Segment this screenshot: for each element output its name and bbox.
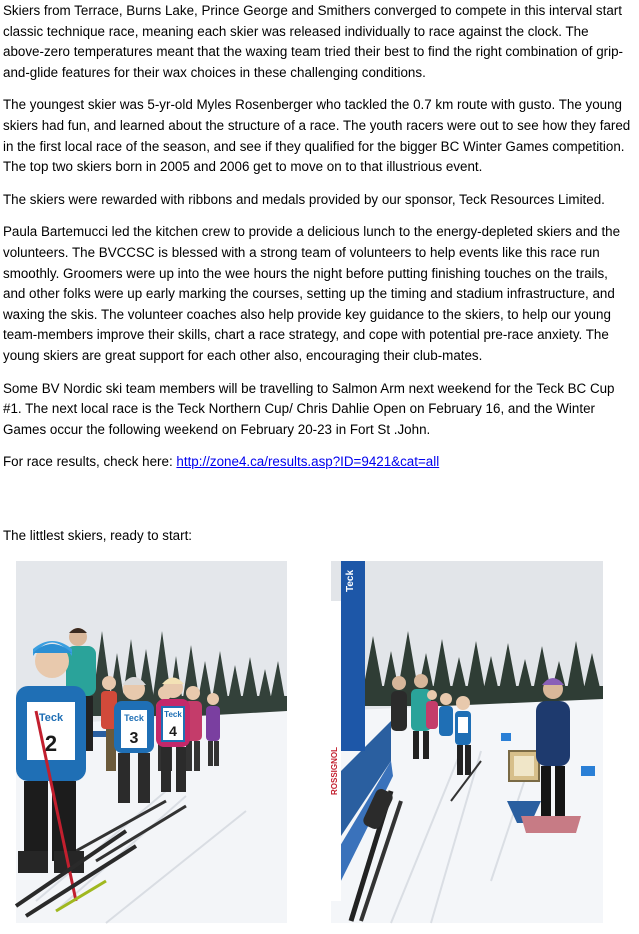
bib-brand-left-3: Teck xyxy=(164,710,182,719)
results-line xyxy=(3,452,633,473)
article-paragraph-4: Paula Bartemucci led the kitchen crew to provide a delicious lunch to the energy-depleted skiers and the volunteers. The BVCCSC is blessed with a strong team of volunteers to help events like this race run smoothly. Groomers were up into the wee hours the night before putting finishing touches on the trails, and other folks were up early marking the courses, setting up the timing and stadium infrastructure, and waxing the skis. The volunteer coaches also help provide key guidance to the skiers, to help our young team-members improve their skills, chart a race strategy, and cope with potential pre-race anxiety. The young skiers are great support for each other also, encouraging their club-mates. xyxy=(3,224,621,363)
photo-start-area xyxy=(331,561,603,923)
article-paragraph-2: The youngest skier was 5-yr-old Myles Rosenberger who tackled the 0.7 km route with gusto. The young skiers had fun, and learned about the structure of a race. The youth racers were out to see how they fared in the first local race of the season, and see if they qualified for the bigger BC Winter Games competition. The top two skiers born in 2005 and 2006 get to move on to that illustrious event. xyxy=(3,97,631,175)
results-link[interactable]: http://zone4.ca/results.asp?ID=9421&cat=all xyxy=(176,454,440,470)
rossignol-banner-text: ROSSIGNOL xyxy=(330,746,339,796)
bib-number-4: 4 xyxy=(169,723,177,739)
article-body xyxy=(3,0,633,485)
bib-number-2: 2 xyxy=(44,731,58,756)
bib-brand-left-1: Teck xyxy=(38,712,64,724)
photo-young-skiers-lineup xyxy=(16,561,287,923)
article-paragraph-3: The skiers were rewarded with ribbons and medals provided by our sponsor, Teck Resources Limited. xyxy=(3,191,605,207)
bib-brand-left-2: Teck xyxy=(124,713,144,723)
results-prefix: For race results, check here: xyxy=(3,454,177,470)
photo-left-illustration xyxy=(16,561,287,923)
bib-number-3: 3 xyxy=(129,730,139,747)
banner-brand: Teck xyxy=(345,569,356,593)
photo-right-illustration xyxy=(331,561,603,923)
article-paragraph-1: Skiers from Terrace, Burns Lake, Prince George and Smithers converged to compete in this interval start classic technique race, meaning each skier was released individually to race against the clock. The above-zero temperatures meant that the waxing team tried their best to find the right combination of grip-and-glide features for their wax choices in these challenging conditions. xyxy=(3,3,624,80)
article-paragraph-5: Some BV Nordic ski team members will be travelling to Salmon Arm next weekend for the Teck BC Cup #1. The next local race is the Teck Northern Cup/ Chris Dahlie Open on February 16, and the Winter Games occur the following weekend on February 20-23 in Fort St .John. xyxy=(3,380,615,437)
photo-caption: The littlest skiers, ready to start: xyxy=(3,528,193,543)
